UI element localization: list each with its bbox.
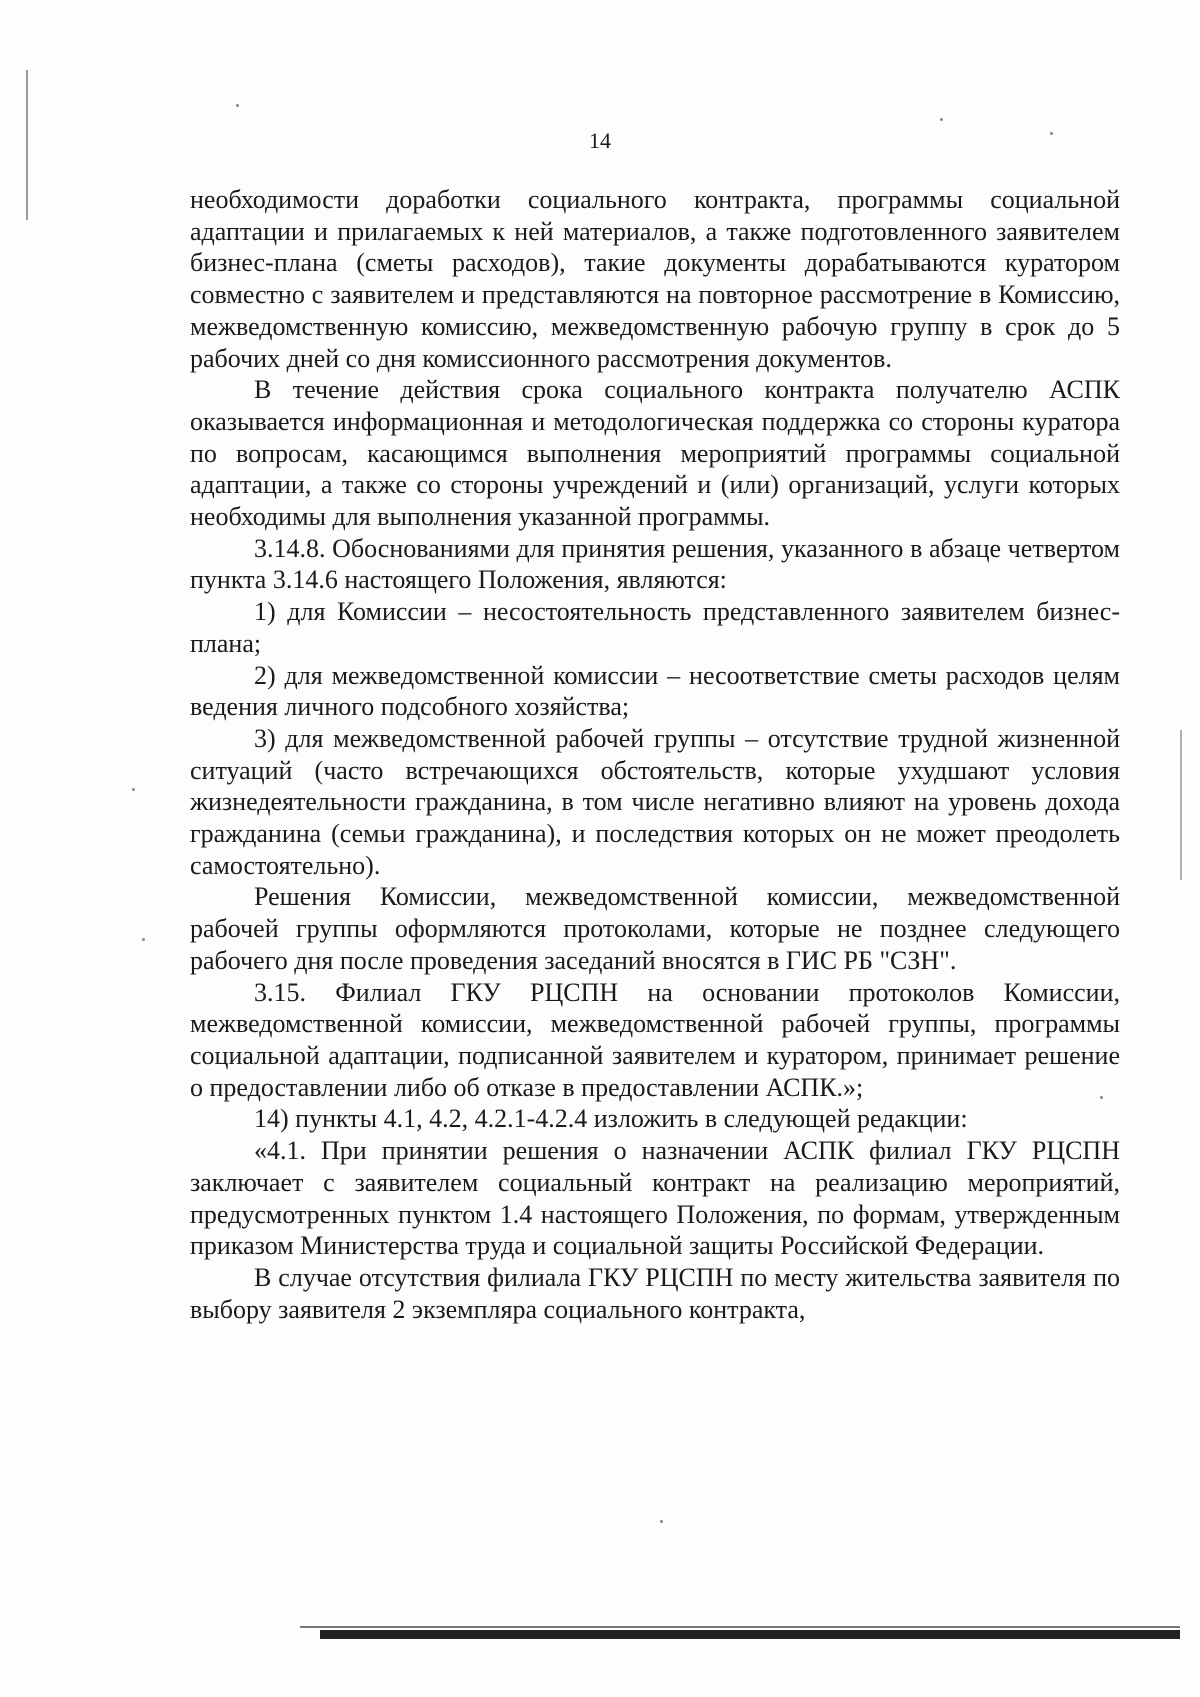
scan-speck	[660, 1520, 663, 1523]
paragraph: 3.15. Филиал ГКУ РЦСПН на основании протоколов Комиссии, межведомственной комиссии, межведомственной рабочей группы, программы социальной адаптации, подписанной заявителем и куратором, принимает решение о предоставлении либо об отказе в предоставлении АСПК.»;	[190, 977, 1120, 1102]
paragraph: Решения Комиссии, межведомственной комиссии, межведомственной рабочей группы оформляются протоколами, которые не позднее следующего рабочего дня после проведения заседаний вносятся в ГИС РБ "СЗН".	[190, 882, 1120, 975]
scan-margin-line-right	[1180, 730, 1182, 880]
paragraph: 1) для Комиссии – несостоятельность представленного заявителем бизнес-плана;	[190, 597, 1120, 658]
paragraph: 3.14.8. Обоснованиями для принятия решения, указанного в абзаце четвертом пункта 3.14.6 настоящего Положения, являются:	[190, 533, 1120, 595]
scan-speck	[142, 938, 145, 941]
paragraph: В течение действия срока социального контракта получателю АСПК оказывается информационная и методологическая поддержка со стороны куратора по вопросам, касающимся выполнения мероприятий программы социальной адаптации, а также со стороны учреждений и (или) организаций, услуги которых необходимы для выполнения указанной программы.	[190, 375, 1120, 532]
paragraph: В случае отсутствия филиала ГКУ РЦСПН по месту жительства заявителя по выбору заявителя 2 экземпляра социального контракта,	[190, 1262, 1120, 1324]
paragraph: необходимости доработки социального контракта, программы социальной адаптации и прилагаемых к ней материалов, а также подготовленного заявителем бизнес-плана (сметы расходов), такие документы дорабатываются куратором совместно с заявителем и представляются на повторное рассмотрение в Комиссию, межведомственную комиссию, межведомственную рабочую группу в срок до 5 рабочих дней со дня комиссионного рассмотрения документов.	[190, 185, 1120, 373]
scan-speck	[236, 104, 239, 107]
page-number: 14	[589, 128, 611, 153]
paragraph: 2) для межведомственной комиссии – несоответствие сметы расходов целям ведения личного подсобного хозяйства;	[190, 660, 1120, 722]
paragraph: «4.1. При принятии решения о назначении АСПК филиал ГКУ РЦСПН заключает с заявителем социальный контракт на реализацию мероприятий, предусмотренных пунктом 1.4 настоящего Положения, по формам, утвержденным приказом Министерства труда и социальной защиты Российской Федерации.	[190, 1136, 1120, 1261]
scan-speck	[940, 118, 943, 121]
paragraph: 14) пункты 4.1, 4.2, 4.2.1-4.2.4 изложить в следующей редакции:	[254, 1104, 968, 1134]
scan-bottom-edge	[320, 1630, 1180, 1639]
scan-bottom-edge-thin	[300, 1626, 1180, 1628]
paragraph: 3) для межведомственной рабочей группы – отсутствие трудной жизненной ситуаций (часто встречающихся обстоятельств, которые ухудшают условия жизнедеятельности гражданина, в том числе негативно влияют на уровень дохода гражданина (семьи гражданина), и последствия которых он не может преодолеть самостоятельно).	[190, 723, 1120, 880]
document-body	[190, 184, 1120, 1325]
scan-speck	[132, 788, 135, 791]
